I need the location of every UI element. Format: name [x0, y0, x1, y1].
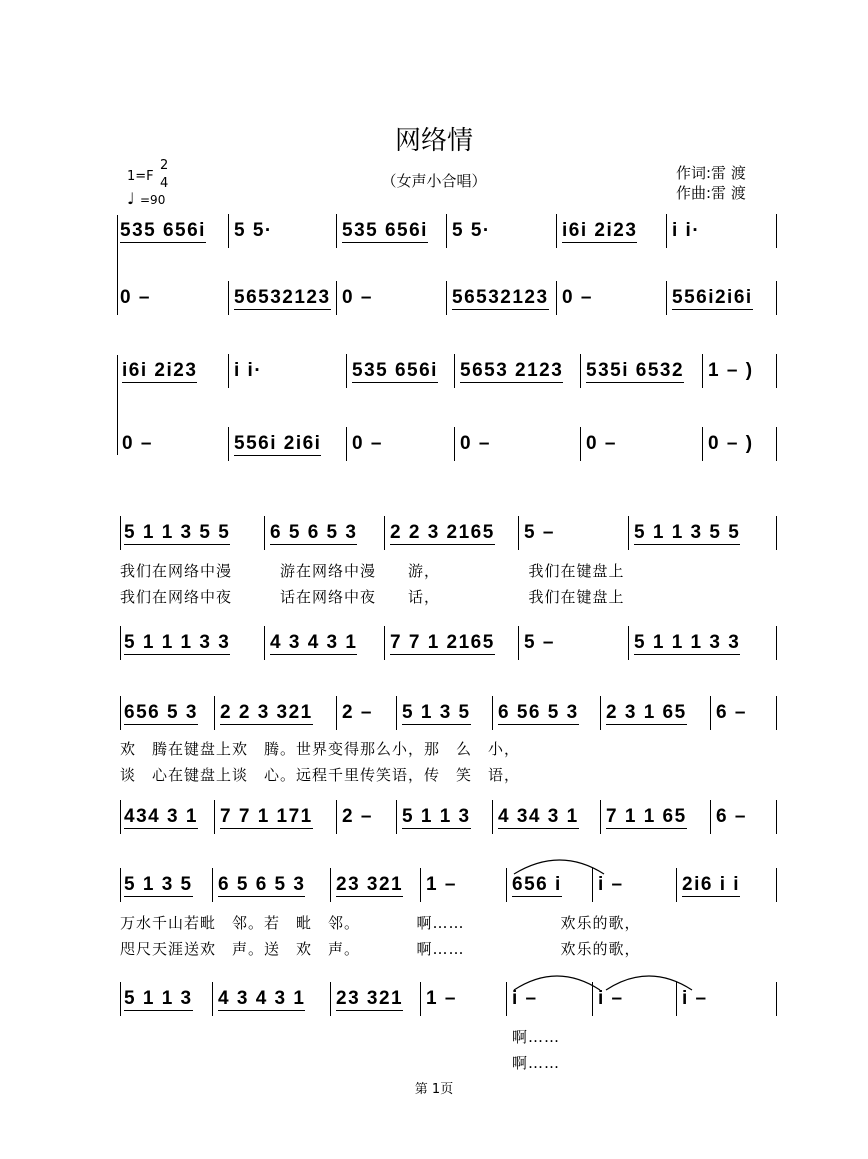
- measure: 656 i: [512, 874, 562, 895]
- measure: 6 5 6 5 3: [270, 522, 358, 543]
- measure: 0 –: [586, 433, 617, 454]
- key-signature: 1=F: [127, 169, 154, 184]
- lyricist-credit: 作词:雷 渡: [676, 164, 746, 182]
- measure: 0 –: [120, 287, 151, 308]
- lyric-line: 欢 腾在键盘上欢 腾。世界变得那么小，那 么 小，: [120, 740, 521, 758]
- measure: 2 –: [342, 806, 373, 827]
- measure: 5653 2123: [460, 360, 564, 381]
- lyric-line: 咫尺天涯送欢 声。送 欢 声。 啊…… 欢乐的歌，: [120, 940, 641, 958]
- system-1-upper: [120, 220, 780, 250]
- measure: 1 –: [426, 874, 457, 895]
- measure: i –: [512, 988, 538, 1009]
- system-5-lower: [120, 988, 780, 1018]
- measure: 6 56 5 3: [498, 702, 579, 723]
- measure: 2 –: [342, 702, 373, 723]
- measure: 0 –: [562, 287, 593, 308]
- system-4-lower: [120, 806, 780, 836]
- measure: 0 –: [122, 433, 153, 454]
- measure: 556i 2i6i: [234, 433, 322, 454]
- system-3-upper: [120, 522, 780, 552]
- composer-credit: 作曲:雷 渡: [676, 184, 746, 202]
- measure: 5 1 3 5: [402, 702, 471, 723]
- system-brace: [117, 355, 118, 455]
- measure: 656 5 3: [124, 702, 198, 723]
- measure: 535i 6532: [586, 360, 685, 381]
- measure: 7 7 1 171: [220, 806, 313, 827]
- lyric-line: 啊……: [512, 1054, 561, 1072]
- measure: 4 3 4 3 1: [218, 988, 306, 1009]
- system-4-upper: [120, 702, 780, 732]
- system-2-lower: [120, 433, 780, 463]
- measure: i6i 2i23: [122, 360, 198, 381]
- measure: i –: [598, 874, 624, 895]
- measure: 5 5·: [452, 220, 491, 241]
- system-3-lower: [120, 632, 780, 662]
- measure: i –: [682, 988, 708, 1009]
- measure: i –: [598, 988, 624, 1009]
- measure: 6 –: [716, 806, 747, 827]
- measure: 5 1 3 5: [124, 874, 193, 895]
- measure: 4 34 3 1: [498, 806, 579, 827]
- measure: 2 2 3 2165: [390, 522, 495, 543]
- lyric-line: 我们在网络中夜 话在网络中夜 话， 我们在键盘上: [120, 588, 625, 606]
- time-signature-top: 2: [160, 158, 169, 173]
- quarter-note-icon: ♩: [127, 189, 135, 208]
- measure: i i·: [234, 360, 263, 381]
- page-number: 第 1页: [414, 1082, 454, 1097]
- measure: 5 –: [524, 522, 555, 543]
- measure: 535 656i: [342, 220, 428, 241]
- measure: 6 5 6 5 3: [218, 874, 306, 895]
- time-signature-bottom: 4: [160, 176, 169, 191]
- measure: 0 –: [460, 433, 491, 454]
- system-5-upper: [120, 874, 780, 904]
- measure: 0 –: [352, 433, 383, 454]
- measure: 5 1 1 1 3 3: [634, 632, 741, 653]
- measure: 5 1 1 3: [124, 988, 193, 1009]
- measure: 7 7 1 2165: [390, 632, 495, 653]
- measure: 5 5·: [234, 220, 273, 241]
- measure: 4 3 4 3 1: [270, 632, 358, 653]
- measure: 1 –: [426, 988, 457, 1009]
- system-1-lower: [120, 287, 780, 317]
- measure: 5 1 1 1 3 3: [124, 632, 231, 653]
- measure: 1 – ): [708, 360, 754, 381]
- measure: 56532123: [234, 287, 331, 308]
- measure: 7 1 1 65: [606, 806, 687, 827]
- tie-arc: [510, 850, 610, 876]
- measure: 5 1 1 3 5 5: [124, 522, 231, 543]
- measure: 0 – ): [708, 433, 754, 454]
- lyric-line: 万水千山若毗 邻。若 毗 邻。 啊…… 欢乐的歌，: [120, 914, 641, 932]
- tempo-mark: =90: [140, 193, 166, 207]
- measure: 434 3 1: [124, 806, 198, 827]
- measure: i6i 2i23: [562, 220, 638, 241]
- measure: 5 –: [524, 632, 555, 653]
- measure: 23 321: [336, 988, 404, 1009]
- measure: 5 1 1 3: [402, 806, 471, 827]
- measure: 535 656i: [120, 220, 206, 241]
- measure: 535 656i: [352, 360, 438, 381]
- measure: 2 3 1 65: [606, 702, 687, 723]
- measure: i i·: [672, 220, 701, 241]
- lyric-line: 谈 心在键盘上谈 心。远程千里传笑语，传 笑 语，: [120, 766, 521, 784]
- measure: 56532123: [452, 287, 549, 308]
- song-title: 网络情: [394, 126, 473, 156]
- lyric-line: 啊……: [512, 1028, 561, 1046]
- measure: 2 2 3 321: [220, 702, 313, 723]
- measure: 5 1 1 3 5 5: [634, 522, 741, 543]
- measure: 23 321: [336, 874, 404, 895]
- measure: 2i6 i i: [682, 874, 741, 895]
- system-brace: [117, 215, 118, 315]
- song-subtitle: （女声小合唱）: [381, 172, 487, 190]
- measure: 0 –: [342, 287, 373, 308]
- measure: 556i2i6i: [672, 287, 753, 308]
- measure: 6 –: [716, 702, 747, 723]
- lyric-line: 我们在网络中漫 游在网络中漫 游， 我们在键盘上: [120, 562, 625, 580]
- system-2-upper: [120, 360, 780, 390]
